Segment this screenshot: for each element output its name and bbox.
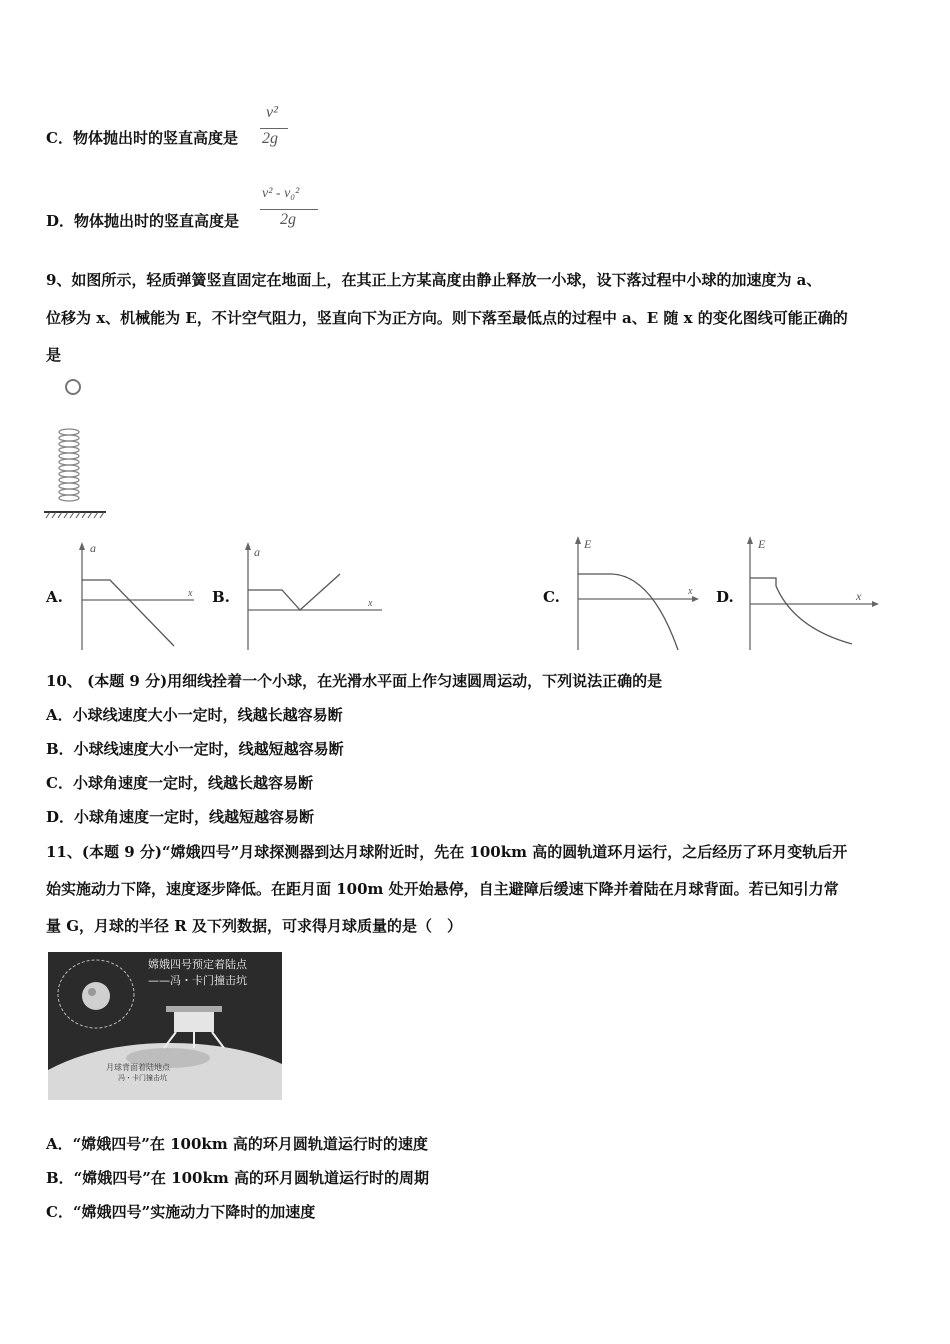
x-axis-label: x: [688, 586, 693, 597]
graph-curve: [750, 578, 852, 644]
q9-graph-c: [566, 534, 706, 652]
fraction-bar: [260, 209, 318, 210]
fraction-numerator: v²: [266, 104, 278, 121]
q9-stem-line-3: 是: [46, 346, 62, 364]
y-axis-label: a: [254, 545, 260, 559]
photo-caption-2: 冯・卡门撞击坑: [118, 1074, 167, 1082]
q11-option-c: C．“嫦娥四号”实施动力下降时的加速度: [46, 1203, 316, 1221]
q8-option-c-fraction: [260, 104, 290, 154]
photo-illustration: [48, 952, 282, 1100]
x-axis-arrow: [872, 601, 879, 607]
q11-option-a: A．“嫦娥四号”在 100km 高的环月圆轨道运行时的速度: [46, 1135, 428, 1153]
x-axis-label: x: [188, 588, 193, 599]
fraction-denominator: 2g: [280, 211, 296, 228]
q11-stem-line-2: 始实施动力下降，速度逐步降低。在距月面 100m 处开始悬停，自主避障后缓速下降并着陆在月球背面。若已知引力常: [46, 880, 839, 898]
q11-stem-line-3: 量 G，月球的半径 R 及下列数据，可求得月球质量的是（ ）: [46, 917, 462, 935]
y-axis-arrow: [747, 536, 753, 544]
q9-graph-d: [738, 534, 884, 652]
graph-curve: [82, 580, 174, 646]
q9-stem-line-2: 位移为 x、机械能为 E，不计空气阻力，竖直向下为正方向。则下落至最低点的过程中 a、E 随 x 的变化图线可能正确的: [46, 309, 848, 327]
q9-option-a-label: A.: [46, 588, 63, 606]
y-axis-label: a: [90, 541, 96, 555]
q8-option-d: D．物体抛出时的竖直高度是: [46, 212, 240, 230]
q10-option-b: B．小球线速度大小一定时，线越短越容易断: [46, 740, 344, 758]
y-axis-label: E: [584, 537, 592, 551]
x-axis-arrow: [692, 596, 699, 602]
spring: [59, 429, 79, 501]
q9-graph-b: [236, 540, 386, 652]
change4-landing-photo: [48, 952, 282, 1100]
q9-option-d-label: D.: [716, 588, 734, 606]
ball: [66, 380, 80, 394]
photo-caption-1: 月球背面着陆地点: [106, 1063, 170, 1072]
y-axis-arrow: [245, 542, 251, 550]
q9-stem-line-1: 9、如图所示，轻质弹簧竖直固定在地面上，在其正上方某高度由静止释放一小球，设下落过程中小球的加速度为 a、: [46, 271, 822, 289]
q10-option-d: D．小球角速度一定时，线越短越容易断: [46, 808, 315, 826]
fraction-bar: [260, 128, 288, 129]
q9-graph-a: [70, 540, 200, 652]
q9-option-c-label: C.: [543, 588, 560, 606]
y-axis-label: E: [758, 537, 766, 551]
q10-option-a: A．小球线速度大小一定时，线越长越容易断: [46, 706, 343, 724]
ball-spring-figure: [40, 372, 110, 522]
q10-stem: 10、 (本题 9 分)用细线拴着一个小球，在光滑水平面上作匀速圆周运动，下列说法正确的是: [46, 672, 663, 690]
y-axis-arrow: [79, 542, 85, 550]
x-axis-label: x: [368, 598, 373, 609]
x-axis-label: x: [856, 589, 862, 603]
q11-stem-line-1: 11、(本题 9 分)“嫦娥四号”月球探测器到达月球附近时，先在 100km 高的圆轨道环月运行，之后经历了环月变轨后开: [46, 843, 848, 861]
y-axis-arrow: [575, 536, 581, 544]
fraction-numerator: v² - v₀²: [262, 186, 300, 201]
q8-option-c: C．物体抛出时的竖直高度是: [46, 129, 238, 147]
q11-option-b: B．“嫦娥四号”在 100km 高的环月圆轨道运行时的周期: [46, 1169, 429, 1187]
fraction-denominator: 2g: [262, 130, 278, 147]
q8-option-d-fraction: [260, 186, 322, 236]
graph-curve: [248, 574, 340, 610]
photo-title-2: ——冯・卡门撞击坑: [148, 974, 247, 987]
q9-option-b-label: B.: [212, 588, 230, 606]
graph-curve: [578, 574, 678, 650]
photo-title-1: 嫦娥四号预定着陆点: [148, 958, 247, 971]
q10-option-c: C．小球角速度一定时，线越长越容易断: [46, 774, 313, 792]
